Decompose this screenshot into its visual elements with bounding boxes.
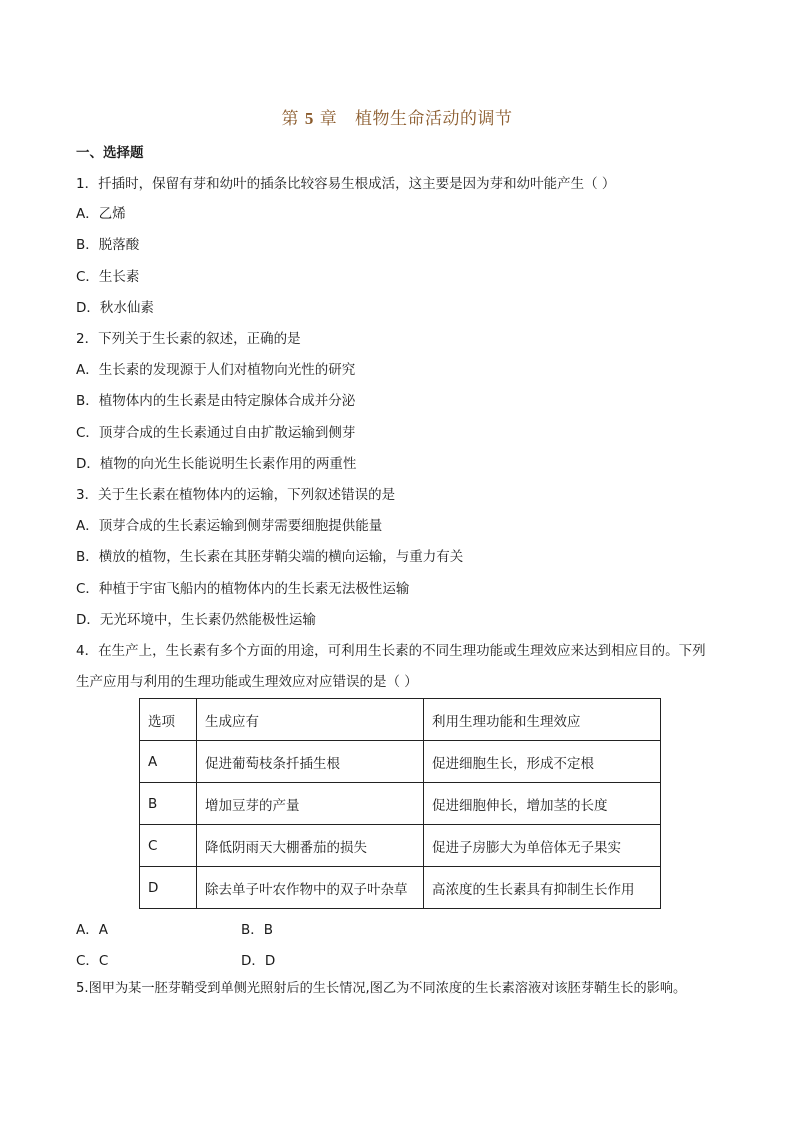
question-2-option-a: A．生长素的发现源于人们对植物向光性的研究: [76, 362, 356, 378]
table-cell: D: [140, 867, 197, 909]
chapter-suffix: 章: [319, 109, 338, 129]
question-1-stem: 1．扦插时，保留有芽和幼叶的插条比较容易生根成活，这主要是因为芽和幼叶能产生（ ）: [76, 176, 616, 192]
table-cell: C: [140, 825, 197, 867]
table-cell: 高浓度的生长素具有抑制生长作用: [424, 867, 661, 909]
question-4-answer-d: D．D: [241, 953, 276, 969]
table-cell: 促进细胞生长，形成不定根: [424, 741, 661, 783]
table-cell: 促进子房膨大为单倍体无子果实: [424, 825, 661, 867]
question-3-option-d: D．无光环境中，生长素仍然能极性运输: [76, 612, 316, 628]
table-cell: 增加豆芽的产量: [197, 783, 424, 825]
table-row: [140, 783, 661, 825]
question-2-option-b: B．植物体内的生长素是由特定腺体合成并分泌: [76, 393, 356, 409]
table-cell: 除去单子叶农作物中的双子叶杂草: [197, 867, 424, 909]
table-header-row: [140, 699, 661, 741]
table-header-cell: 生成应有: [197, 699, 424, 741]
question-4-stem-line-2: 生产应用与利用的生理功能或生理效应对应错误的是（ ）: [76, 674, 418, 690]
chapter-name: 植物生命活动的调节: [355, 109, 513, 129]
question-4-table: [139, 698, 661, 909]
table-cell: 降低阴雨天大棚番茄的损失: [197, 825, 424, 867]
question-1-option-c: C．生长素: [76, 269, 140, 285]
table-cell: 促进葡萄枝条扦插生根: [197, 741, 424, 783]
question-3-option-a: A．顶芽合成的生长素运输到侧芽需要细胞提供能量: [76, 518, 383, 534]
table-header-cell: 选项: [140, 699, 197, 741]
question-1-option-b: B．脱落酸: [76, 237, 140, 253]
question-2-option-c: C．顶芽合成的生长素通过自由扩散运输到侧芽: [76, 425, 356, 441]
chapter-prefix: 第: [281, 109, 299, 129]
question-3-option-c: C．种植于宇宙飞船内的植物体内的生长素无法极性运输: [76, 581, 410, 597]
question-5-stem: 5.图甲为某一胚芽鞘受到单侧光照射后的生长情况,图乙为不同浓度的生长素溶液对该胚芽鞘生长的影响。: [76, 981, 687, 996]
question-4-answer-a: A．A: [76, 922, 108, 938]
question-2-option-d: D．植物的向光生长能说明生长素作用的两重性: [76, 456, 357, 472]
section-heading: 一、选择题: [76, 145, 144, 161]
question-4-answer-b: B．B: [241, 922, 274, 938]
chapter-number: 5: [304, 109, 314, 128]
table-row: [140, 825, 661, 867]
question-3-option-b: B．横放的植物，生长素在其胚芽鞘尖端的横向运输，与重力有关: [76, 549, 464, 565]
question-4-stem-line-1: 4．在生产上，生长素有多个方面的用途，可利用生长素的不同生理功能或生理效应来达到相应目的。下列: [76, 643, 706, 659]
table-row: [140, 867, 661, 909]
table-cell: A: [140, 741, 197, 783]
table-header-cell: 利用生理功能和生理效应: [424, 699, 661, 741]
question-1-option-d: D．秋水仙素: [76, 300, 154, 316]
question-3-stem: 3．关于生长素在植物体内的运输，下列叙述错误的是: [76, 487, 396, 503]
question-2-stem: 2．下列关于生长素的叙述，正确的是: [76, 331, 301, 347]
question-4-answer-c: C．C: [76, 953, 109, 969]
table-cell: B: [140, 783, 197, 825]
table-cell: 促进细胞伸长，增加茎的长度: [424, 783, 661, 825]
table-row: [140, 741, 661, 783]
question-1-option-a: A．乙烯: [76, 206, 126, 222]
chapter-title: [0, 104, 794, 129]
